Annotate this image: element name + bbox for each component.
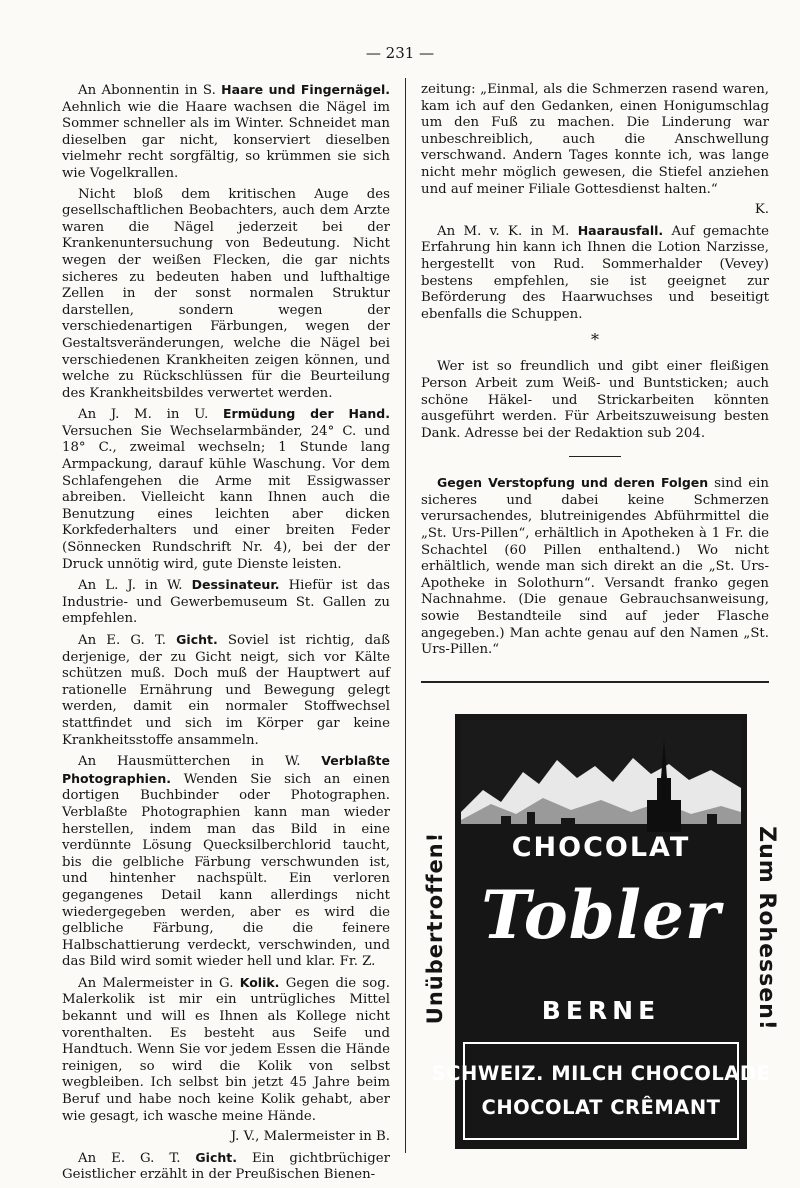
paragraph-naegel-arzt: Nicht bloß dem kritischen Auge des gesellschaftlichen Beobachters, auch dem Arzte waren die Nägel jederzeit bei der Krankenuntersuchung von Bedeutung. Nicht wegen der weißen Flecken, die gar nichts sicheres zu bedeuten haben und lufthaltige Zellen in der sonst normalen Struktur darstellen, sondern wegen der verschiedenartigen Färbungen, wegen der Gestaltsveränderungen, welche die Nägel bei verschiedenen Krankheiten zeigen können, und welche zu Rückschlüssen für die Beurteilung des Krankheitsbildes verwertet werden.: [62, 186, 390, 401]
ad-brand-tobler: Tobler: [481, 876, 721, 954]
entry-ermuedung: An J. M. in U. Ermüdung der Hand. Versuchen Sie Wechselarmbänder, 24° C. und 18° C., zweimal wechseln; 1 Stunde lang Armpackung, darauf kühle Waschung. Vor dem Schlafengehen die Arme mit Essigwasser abreiben. Vielleicht kann Ihnen auch die Benutzung eines leichten aber dicken Korkfederhalters und einer breiten Feder (Sönnecken Rundschrift Nr. 4), bei der der Druck unnötig wird, gute Dienste leisten.: [62, 406, 391, 572]
signature-k: K.: [754, 202, 769, 218]
ad-chocolat: CHOCOLAT: [511, 832, 691, 863]
ad-city: BERNE: [541, 996, 661, 1025]
notice-st-urs-pillen: Gegen Verstopfung und deren Folgen sind ein sicheres und dabei keine Schmerzen verursachendes, blutreinigendes Abführmittel die „St. Urs-Pillen“, erhältlich in Apotheken à 1 Fr. die Schachtel (60 Pillen enthaltend.) Wo nicht erhältlich, wende man sich direkt an die „St. Urs-Apotheke in Solothurn“. Versandt franko gegen Nachnahme. (Die genaue Gebrauchsanweisung, sowie Bestandteile sind auf jeder Flasche angegeben.) Man achte genau auf den Namen „St. Urs-Pillen.“: [421, 475, 769, 658]
tobler-advertisement: [421, 698, 781, 1160]
signature: Fr. Z.: [339, 954, 376, 970]
entry-haarausfall: An M. v. K. in M. Haarausfall. Auf gemachte Erfahrung hin kann ich Ihnen die Lotion Narzisse, hergestellt von Rud. Sommerhalder (Vevey) bestens empfehlen, sie ist geeignet zur Beförderung des Haarwuchses und beseitigt ebenfalls die Schuppen.: [421, 222, 769, 322]
entry-gicht-1: An E. G. T. Gicht. Soviel ist richtig, daß derjenige, der zu Gicht neigt, sich vor Kälte schützen muß. Doch muß der Hauptwert auf rationelle Ernährung und Bewegung gelegt werden, damit ein normaler Stoffwechsel stattfindet und sich im Körper gar keine Krankheitsstoffe ansammeln.: [62, 632, 390, 748]
signature-malermeister: J. V., Malermeister in B.: [230, 1129, 390, 1145]
paragraph-bienenzeitung: zeitung: „Einmal, als die Schmerzen rasend waren, kam ich auf den Gedanken, einen Honigumschlag um den Fuß zu machen. Die Linderung war unbeschreiblich, auch die Anschwellung verschwand. Andern Tages konnte ich, was lange nicht mehr möglich gewesen, die Stiefel anziehen und auf meiner Filiale Gottesdienst halten.“: [421, 82, 769, 197]
entry-haare-naegel: An Abonnentin in S. Haare und Fingernägel. Aehnlich wie die Haare wachsen die Nägel im Sommer schneller als im Winter. Schneidet man dieselben gar nicht, konserviert dieselben vielmehr recht sorgfältig, so krümmen sie sich wie Vogelkrallen.: [62, 82, 390, 181]
notice-arbeit: Wer ist so freundlich und gibt einer fleißigen Person Arbeit zum Weiß- und Buntsticken; auch schöne Häkel- und Strickarbeiten könnten ausgeführt werden. Für Arbeitszuweisung besten Dank. Adresse bei der Redaktion sub 204.: [421, 359, 769, 441]
ad-band-line-1: SCHWEIZ. MILCH CHOCOLADE: [431, 1062, 771, 1085]
entry-photographien: An Hausmütterchen in W. Verblaßte Photographien. Wenden Sie sich an einen dortigen Buchbinder oder Photographen. Verblaßte Photographien kann man wieder herstellen, indem man das Bild in eine verdünnte Lösung Quecksilberchlorid taucht, bis die gelbliche Färbung verschwunden ist, und hintenher nachspült. Ein verloren gegangenes Detail kann allerdings nicht wiedergegeben werden, aber es wird die gelbliche Färbung, die die feinere Halbschattierung verdeckt, verschwinden, und das Bild wird somit wieder hell und klar. Fr. Z.: [62, 753, 391, 970]
entry-kolik: An Malermeister in G. Kolik. Gegen die sog. Malerkolik ist mir ein untrügliches Mittel bekannt und will es Ihnen als Kollege nicht vorenthalten. Es besteht aus Seife und Handtuch. Wenn Sie vor jedem Essen die Hände reinigen, so wird die Kolik von selbst wegbleiben. Ich selbst bin jetzt 45 Jahre beim Beruf und habe noch keine Kolik gehabt, aber wie gesagt, ich wasche meine Hände.: [62, 974, 390, 1124]
entry-gicht-2: An E. G. T. Gicht. Ein gichtbrüchiger Geistlicher erzählt in der Preußischen Bienen-: [62, 1149, 390, 1183]
right-column: [421, 82, 769, 683]
left-column: [62, 82, 390, 1188]
ad-band-line-2: CHOCOLAT CRÊMANT: [481, 1096, 721, 1119]
ad-side-right: Zum Rohessen!: [753, 825, 779, 1031]
page-number: — 231 —: [365, 44, 435, 62]
section-asterisk: *: [591, 330, 599, 350]
section-rule: [569, 456, 621, 457]
advertisement-rule: [421, 681, 769, 683]
column-divider: [405, 78, 406, 1153]
entry-dessinateur: An L. J. in W. Dessinateur. Hiefür ist das Industrie- und Gewerbemuseum St. Gallen zu empfehlen.: [62, 577, 391, 627]
ad-product-band: [431, 1042, 771, 1140]
ad-side-left: Unübertroffen!: [423, 831, 448, 1025]
